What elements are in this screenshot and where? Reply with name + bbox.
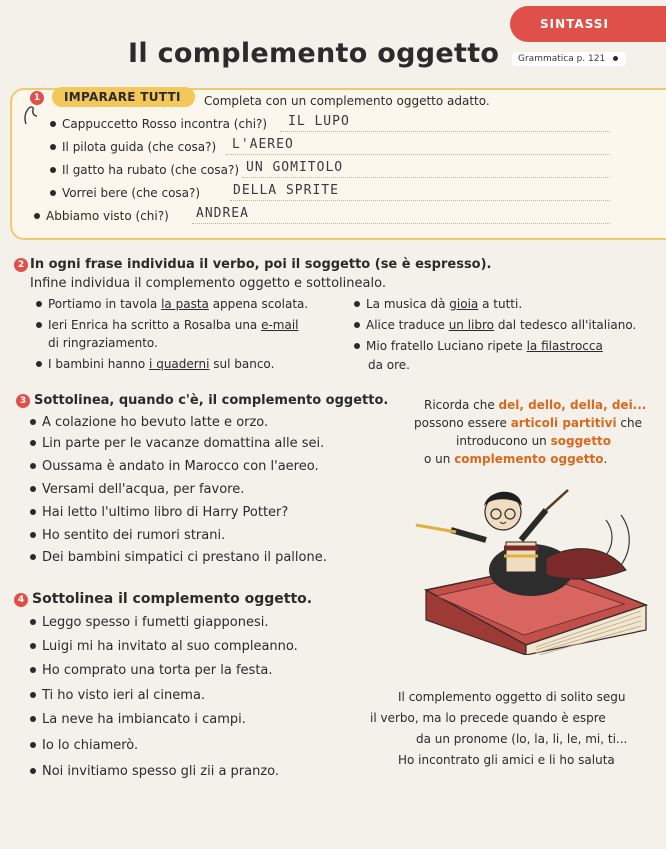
exercise-2-instruction-2: Infine individua il complemento oggetto e sottolinealo.	[30, 276, 386, 291]
ex2-right-sentence-3-cont: da ore.	[368, 358, 410, 372]
ex1-item-1: Cappuccetto Rosso incontra (chi?)	[50, 117, 267, 131]
ex3-sentence-5: Hai letto l'ultimo libro di Harry Potter?	[30, 505, 288, 520]
ex1-answer-5[interactable]: ANDREA	[196, 206, 249, 221]
ex4-note-line-1: Il complemento oggetto di solito segu	[398, 690, 626, 704]
exercise-4-number: 4	[14, 593, 28, 607]
ex2-left-sentence-2: Ieri Enrica ha scritto a Rosalba una e-mail	[36, 318, 299, 332]
exercise-3-number: 3	[16, 394, 30, 408]
exercise-3-heading: Sottolinea, quando c'è, il complemento oggetto.	[34, 393, 389, 408]
ex4-sentence-7: Noi invitiamo spesso gli zii a pranzo.	[30, 764, 279, 779]
ex3-note-line-3: introducono un soggetto	[456, 434, 612, 448]
exercise-1-number: 1	[30, 91, 44, 105]
ex3-sentence-1: A colazione ho bevuto latte e orzo.	[30, 415, 268, 430]
ex1-answer-line	[226, 154, 610, 155]
ex1-item-3: Il gatto ha rubato (che cosa?)	[50, 163, 239, 177]
ex1-answer-line	[230, 200, 610, 201]
tab-label: SINTASSI	[540, 17, 609, 31]
ex3-sentence-6: Ho sentito dei rumori strani.	[30, 528, 225, 543]
exercise-4-heading: Sottolinea il complemento oggetto.	[32, 591, 313, 607]
ex1-item-5: Abbiamo visto (chi?)	[34, 209, 169, 223]
ex2-left-sentence-1: Portiamo in tavola la pasta appena scolata.	[36, 297, 308, 311]
ex2-right-sentence-1: La musica dà gioia a tutti.	[354, 297, 522, 311]
ex1-answer-line	[280, 131, 610, 132]
ex1-answer-4[interactable]: DELLA SPRITE	[233, 183, 339, 198]
ex1-answer-2[interactable]: L'AEREO	[232, 137, 294, 152]
ex3-sentence-7: Dei bambini simpatici ci prestano il pallone.	[30, 550, 327, 565]
ex4-note-line-3: da un pronome (lo, la, li, le, mi, ti...	[416, 732, 628, 746]
ex4-sentence-6: Io lo chiamerò.	[30, 738, 138, 753]
ex3-sentence-4: Versami dell'acqua, per favore.	[30, 482, 244, 497]
ex3-sentence-3: Oussama è andato in Marocco con l'aereo.	[30, 459, 319, 474]
ex2-right-sentence-2: Alice traduce un libro dal tedesco all'italiano.	[354, 318, 636, 332]
ex3-note-line-1: Ricorda che del, dello, della, dei...	[424, 398, 647, 412]
ex1-answer-line	[192, 223, 610, 224]
ex3-note-line-2: possono essere articoli partitivi che	[414, 416, 642, 430]
ex3-note-line-4: o un complemento oggetto.	[424, 452, 608, 466]
page-title: Il complemento oggetto	[128, 38, 500, 69]
ex2-left-sentence-2-cont: di ringraziamento.	[48, 336, 158, 350]
ex2-right-sentence-3: Mio fratello Luciano ripete la filastrocca	[354, 339, 603, 353]
ex4-note-line-4: Ho incontrato gli amici e li ho saluta	[398, 753, 615, 767]
hand-icon	[22, 104, 40, 126]
ex2-left-sentence-3: I bambini hanno i quaderni sul banco.	[36, 357, 274, 371]
ex1-item-4: Vorrei bere (che cosa?)	[50, 186, 200, 200]
ex3-sentence-2: Lin parte per le vacanze domattina alle sei.	[30, 436, 324, 451]
section-tab	[510, 6, 666, 42]
wizard-on-book-illustration	[396, 470, 666, 655]
exercise-1-instruction: Completa con un complemento oggetto adatto.	[204, 94, 490, 108]
ex4-sentence-4: Ti ho visto ieri al cinema.	[30, 688, 205, 703]
ex1-answer-3[interactable]: UN GOMITOLO	[246, 160, 344, 175]
ex4-sentence-5: La neve ha imbiancato i campi.	[30, 712, 246, 727]
exercise-1-banner: IMPARARE TUTTI	[52, 87, 195, 107]
ex4-sentence-3: Ho comprato una torta per la festa.	[30, 663, 273, 678]
exercise-2-instruction-1: In ogni frase individua il verbo, poi il soggetto (se è espresso).	[30, 257, 492, 272]
ex1-item-2: Il pilota guida (che cosa?)	[50, 140, 216, 154]
ex1-answer-line	[242, 177, 610, 178]
exercise-2-number: 2	[14, 258, 28, 272]
ex4-note-line-2: il verbo, ma lo precede quando è espre	[370, 711, 606, 725]
ex1-answer-1[interactable]: IL LUPO	[288, 114, 350, 129]
grammar-reference: Grammatica p. 121	[512, 52, 626, 66]
ex4-sentence-1: Leggo spesso i fumetti giapponesi.	[30, 615, 268, 630]
ex4-sentence-2: Luigi mi ha invitato al suo compleanno.	[30, 639, 298, 654]
